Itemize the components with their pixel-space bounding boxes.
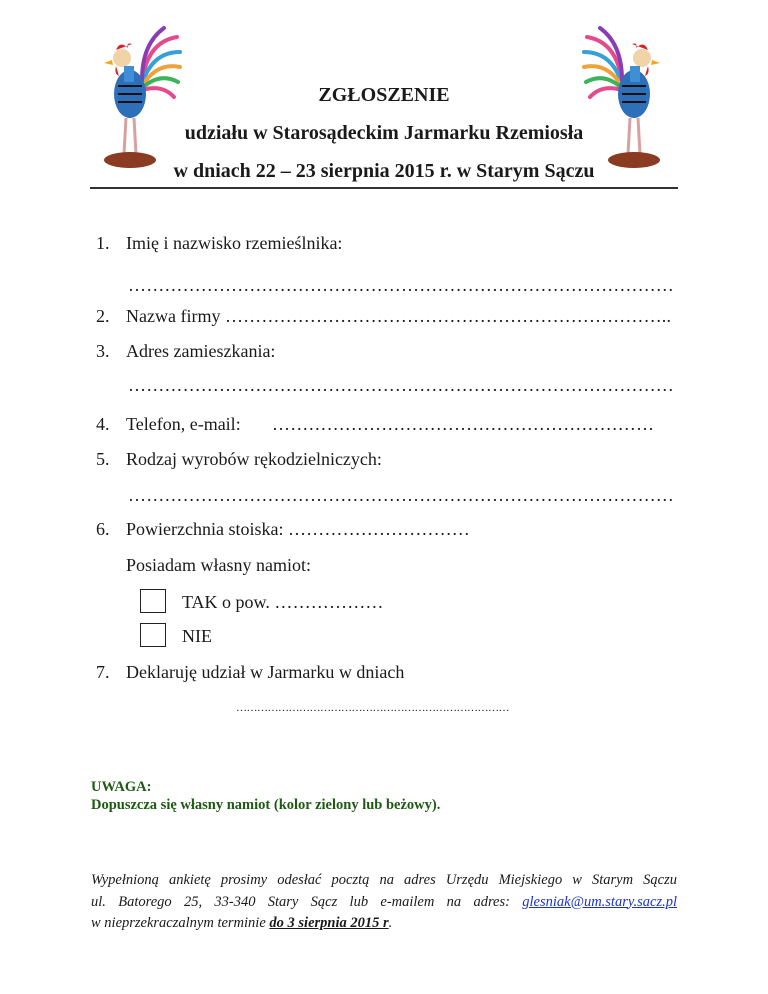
item-company	[96, 306, 671, 327]
attendance-dates-field[interactable]: ……………………………………………………………………	[236, 702, 509, 714]
tent-yes-option	[182, 592, 384, 613]
header-divider	[90, 187, 678, 189]
item-label: Imię i nazwisko rzemieślnika:	[126, 233, 343, 253]
notice-heading: UWAGA:	[91, 779, 152, 795]
page-subtitle: udziału w Starosądeckim Jarmarku Rzemiosła	[184, 122, 584, 144]
item-number: 1.	[96, 233, 110, 253]
stand-area-field[interactable]: …………………………	[287, 519, 470, 539]
name-field[interactable]: ………………………………………………………………………………	[128, 275, 674, 295]
footer-line-2-text: ul. Batorego 25, 33-340 Stary Sącz lub e-mailem na adres:	[91, 893, 510, 910]
tent-yes-checkbox[interactable]	[140, 589, 166, 613]
page-title: ZGŁOSZENIE	[318, 84, 450, 106]
item-number: 6.	[96, 519, 110, 539]
footer-line-3	[91, 913, 677, 935]
item-label: Deklaruję udział w Jarmarku w dniach	[126, 662, 405, 682]
deadline-date: do 3 sierpnia 2015 r	[269, 915, 389, 931]
item-products	[96, 449, 382, 470]
item-contact	[96, 414, 241, 435]
item-label: Telefon, e-mail:	[126, 414, 241, 434]
item-number: 2.	[96, 306, 110, 326]
item-number: 3.	[96, 341, 110, 361]
tent-no-checkbox[interactable]	[140, 623, 166, 647]
footer-line-2	[91, 892, 677, 914]
tent-yes-label: TAK o pow.	[182, 592, 270, 612]
event-dates: w dniach 22 – 23 sierpnia 2015 r. w Starym Sączu	[173, 160, 595, 182]
footer-period: .	[388, 915, 393, 931]
item-label: Adres zamieszkania:	[126, 341, 276, 361]
item-address	[96, 341, 275, 362]
footer-line-1: Wypełnioną ankietę prosimy odesłać pocztą na adres Urzędu Miejskiego w Starym Sączu	[91, 872, 677, 888]
footer-line-3-text: w nieprzekraczalnym terminie	[91, 915, 266, 931]
item-attendance	[96, 662, 404, 683]
item-label: Rodzaj wyrobów rękodzielniczych:	[126, 449, 382, 469]
tent-question: Posiadam własny namiot:	[126, 555, 311, 575]
company-field[interactable]: ………………………………………………………………..	[224, 306, 672, 326]
contact-field[interactable]: ………………………………………………………	[272, 414, 655, 434]
address-field[interactable]: ………………………………………………………………………………	[128, 375, 674, 395]
tent-area-field[interactable]: ………………	[274, 592, 384, 612]
item-number: 5.	[96, 449, 110, 469]
item-name	[96, 233, 342, 254]
email-link[interactable]: glesniak@um.stary.sacz.pl	[522, 893, 677, 910]
item-stand-area	[96, 519, 470, 540]
products-field[interactable]: ………………………………………………………………………………	[128, 485, 674, 505]
footer-instructions	[91, 870, 677, 935]
notice-text: Dopuszcza się własny namiot (kolor zielony lub beżowy).	[91, 797, 441, 813]
item-label: Nazwa firmy	[126, 306, 221, 326]
tent-no-label: NIE	[182, 626, 212, 646]
item-number: 7.	[96, 662, 110, 682]
item-number: 4.	[96, 414, 110, 434]
item-label: Powierzchnia stoiska:	[126, 519, 284, 539]
